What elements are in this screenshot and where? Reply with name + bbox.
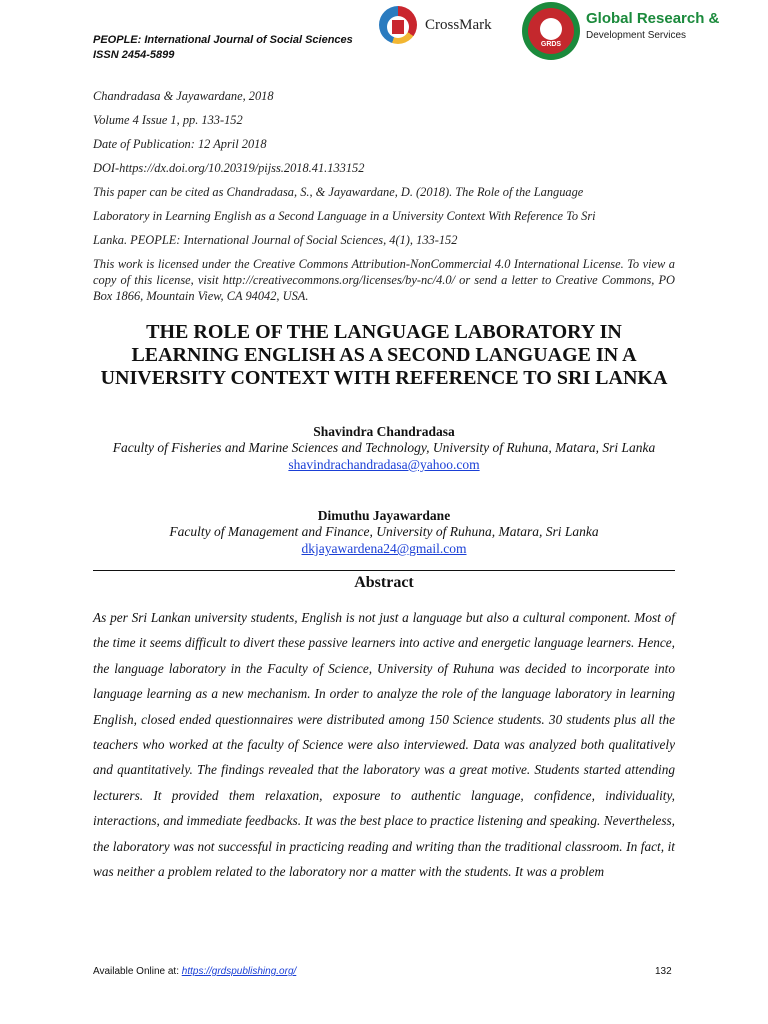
author-email-link[interactable]: dkjayawardena24@gmail.com bbox=[301, 541, 467, 556]
journal-name: PEOPLE: International Journal of Social Sciences bbox=[93, 34, 353, 46]
page-number: 132 bbox=[655, 966, 672, 977]
grds-subtitle: Development Services bbox=[586, 30, 687, 41]
author-affiliation: Faculty of Fisheries and Marine Sciences and Technology, University of Ruhuna, Matara, Sri Lanka bbox=[112, 440, 656, 455]
abstract-heading: Abstract bbox=[354, 574, 414, 591]
author-block-1 bbox=[93, 423, 675, 474]
crossmark-label: CrossMark bbox=[425, 17, 492, 33]
citation-cite-line-1: This paper can be cited as Chandradasa, S., & Jayawardane, D. (2018). The Role of the Language bbox=[93, 185, 584, 199]
footer-available-label: Available Online at: bbox=[93, 966, 179, 977]
author-email-link[interactable]: shavindrachandradasa@yahoo.com bbox=[288, 457, 480, 472]
grds-seal-text: GRDS bbox=[540, 41, 562, 48]
abstract-text: As per Sri Lankan university students, English is not just a language but also a cultural component. Most of the time it seems difficult to divert these passive learners into active and energetic language learners. Hence, the language laboratory in the Faculty of Science, University of Ruhuna was decided to incorporate into language learning as a new mechanism. In order to analyze the role of the language laboratory in learning English, closed ended questionnaires were distributed among 150 Science students. 30 students plus all the teachers who worked at the faculty of Science were also interviewed. Data was analyzed both qualitatively and quantitatively. The findings revealed that the laboratory was a great motive. Students started attending lecturers. It provided them relaxation, exposure to authentic language, confidence, individuality, interactions, and immediate feedbacks. It was the best place to practice listening and speaking. Nevertheless, the laboratory was not successful in practicing reading and writing than the traditional classroom. In fact, it was neither a problem related to the laboratory nor a matter with the students. It was a problem bbox=[93, 610, 675, 880]
citation-block bbox=[93, 84, 675, 304]
paper-title: THE ROLE OF THE LANGUAGE LABORATORY IN LEARNING ENGLISH AS A SECOND LANGUAGE IN A UNIVERSITY CONTEXT WITH REFERENCE TO SRI LANKA bbox=[100, 321, 668, 389]
section-divider bbox=[93, 570, 675, 571]
grds-title: Global Research & bbox=[586, 10, 720, 27]
journal-header bbox=[93, 33, 353, 63]
footer-url-link[interactable]: https://grdspublishing.org/ bbox=[181, 966, 297, 977]
crossmark-icon bbox=[379, 6, 417, 44]
author-block-2 bbox=[93, 507, 675, 558]
journal-issn: ISSN 2454-5899 bbox=[93, 49, 175, 61]
author-name: Dimuthu Jayawardane bbox=[317, 508, 451, 523]
citation-volume: Volume 4 Issue 1, pp. 133-152 bbox=[93, 113, 243, 127]
citation-authors-year: Chandradasa & Jayawardane, 2018 bbox=[93, 89, 274, 103]
grds-logo bbox=[522, 2, 768, 62]
citation-doi: DOI-https://dx.doi.org/10.20319/pijss.2018.41.133152 bbox=[93, 161, 365, 175]
citation-date: Date of Publication: 12 April 2018 bbox=[93, 137, 267, 151]
footer-availability bbox=[93, 966, 296, 977]
grds-seal-icon bbox=[522, 2, 580, 60]
crossmark-badge[interactable] bbox=[379, 4, 529, 48]
license-notice: This work is licensed under the Creative Commons Attribution-NonCommercial 4.0 International License. To view a copy of this license, visit http://creativecommons.org/licenses/by-nc/4.0/ or send a letter to Creative Commons, PO Box 1866, Mountain View, CA 94042, USA. bbox=[93, 257, 675, 303]
author-affiliation: Faculty of Management and Finance, University of Ruhuna, Matara, Sri Lanka bbox=[169, 524, 599, 539]
citation-cite-line-2: Laboratory in Learning English as a Second Language in a University Context With Reference To Sri bbox=[93, 209, 596, 223]
author-name: Shavindra Chandradasa bbox=[313, 424, 455, 439]
citation-cite-line-3: Lanka. PEOPLE: International Journal of Social Sciences, 4(1), 133-152 bbox=[93, 233, 458, 247]
